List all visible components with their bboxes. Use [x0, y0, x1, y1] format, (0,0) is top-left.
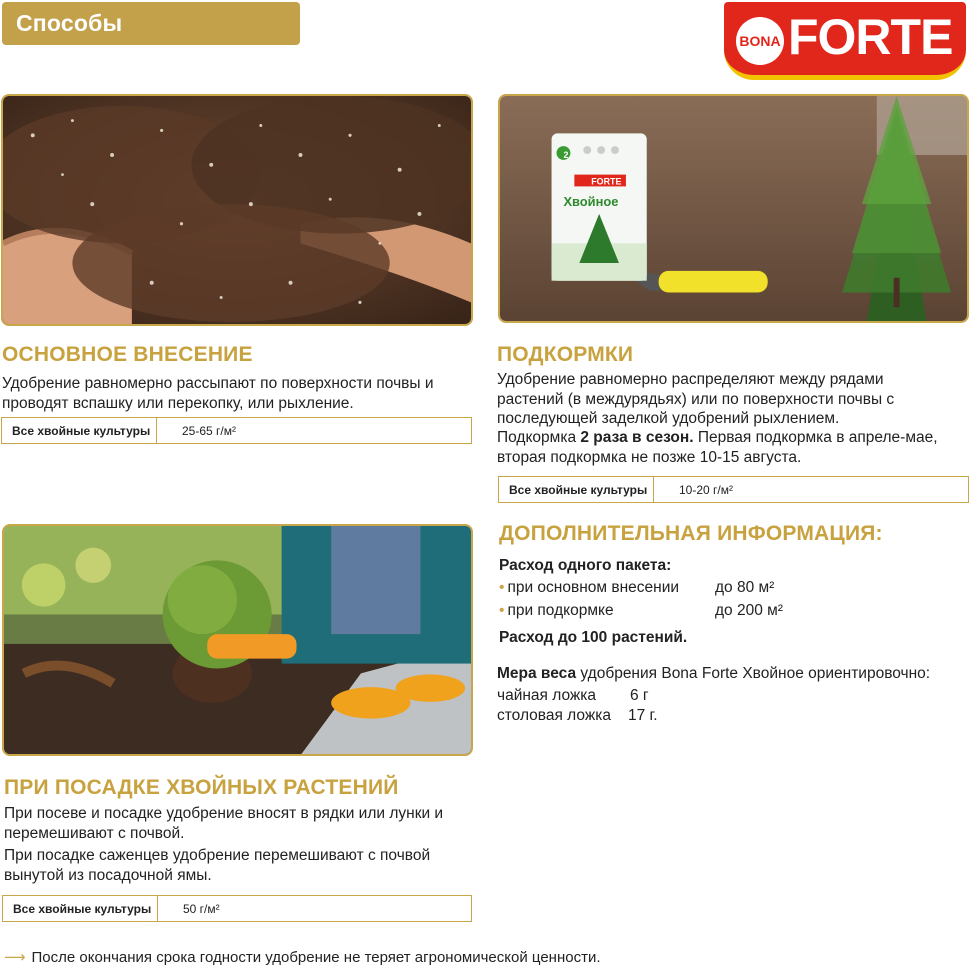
- usage-row-value: до 80 м²: [715, 579, 775, 596]
- logo-bona-circle: BONA: [736, 17, 784, 65]
- soil-hands-photo: [1, 94, 473, 326]
- feeding-schedule-suffix: Первая подкормка в апреле-мае, вторая подкормка не позже 10-15 августа.: [497, 429, 938, 466]
- feeding-rate-crop: Все хвойные культуры: [499, 477, 654, 502]
- feeding-title: ПОДКОРМКИ: [497, 343, 634, 366]
- main-rate-crop: Все хвойные культуры: [2, 418, 157, 443]
- usage-row-label: при подкормке: [507, 602, 614, 619]
- logo-forte-word: FORTE: [788, 9, 953, 65]
- planting-rate-dose: 50 г/м²: [183, 901, 220, 916]
- feeding-rate-row: [498, 476, 969, 503]
- main-rate-row: [1, 417, 472, 444]
- usage-row-label: при основном внесении: [507, 579, 680, 596]
- additional-info-title: ДОПОЛНИТЕЛЬНАЯ ИНФОРМАЦИЯ:: [499, 522, 883, 545]
- usage-row-feeding: [499, 601, 614, 621]
- spoon-row-label: чайная ложка: [497, 687, 597, 704]
- bullet-icon: •: [499, 579, 505, 596]
- feeding-schedule: [497, 428, 947, 467]
- usage-row-value: до 200 м²: [715, 602, 783, 619]
- planting-title: ПРИ ПОСАДКЕ ХВОЙНЫХ РАСТЕНИЙ: [4, 776, 399, 799]
- feeding-schedule-bold: 2 раза в сезон.: [580, 429, 694, 446]
- planting-rate-row: [2, 895, 472, 922]
- planting-text-1: При посеве и посадке удобрение вносят в рядки или лунки и перемешивают с почвой.: [4, 805, 444, 842]
- usage-row-main: [499, 578, 679, 598]
- fertilizer-package-photo: [498, 94, 969, 323]
- package-brand: FORTE: [591, 176, 622, 187]
- spoon-row-label: столовая ложка: [497, 707, 611, 724]
- planting-text-2: При посадке саженцев удобрение перемешивают с почвой вынутой из посадочной ямы.: [4, 847, 431, 884]
- spoon-row-value: 17 г.: [628, 707, 658, 724]
- section-title-badge: Способы использования: [2, 2, 300, 45]
- bona-forte-logo: [724, 2, 966, 80]
- measure-line: [497, 664, 930, 684]
- planting-photo: [2, 524, 473, 756]
- main-application-text: Удобрение равномерно рассыпают по поверхности почвы и проводят вспашку или перекопку, или рыхление.: [2, 375, 434, 412]
- spoon-row-value: 6 г: [630, 687, 649, 704]
- measure-text: удобрения Bona Forte Хвойное ориентировочно:: [576, 665, 931, 682]
- bullet-icon: •: [499, 602, 505, 619]
- feeding-rate-dose: 10-20 г/м²: [679, 482, 733, 497]
- arrow-right-icon: ⟶: [4, 949, 26, 966]
- footer-text: После окончания срока годности удобрение не теряет агрономической ценности.: [31, 949, 601, 966]
- package-badge: 2: [563, 149, 569, 160]
- package-name: Хвойное: [563, 194, 619, 210]
- main-application-title: ОСНОВНОЕ ВНЕСЕНИЕ: [2, 343, 253, 366]
- feeding-text: Удобрение равномерно распределяют между рядами растений (в междурядьях) или по поверхности почвы с последующей заделкой удобрений рыхлением.: [497, 371, 895, 427]
- feeding-schedule-prefix: Подкормка: [497, 429, 581, 446]
- planting-rate-crop: Все хвойные культуры: [3, 896, 158, 921]
- usage-label: Расход одного пакета:: [499, 557, 672, 574]
- main-rate-dose: 25-65 г/м²: [182, 423, 236, 438]
- footer-note: [4, 949, 601, 967]
- measure-bold: Мера веса: [497, 665, 577, 682]
- plants-usage: Расход до 100 растений.: [499, 629, 688, 646]
